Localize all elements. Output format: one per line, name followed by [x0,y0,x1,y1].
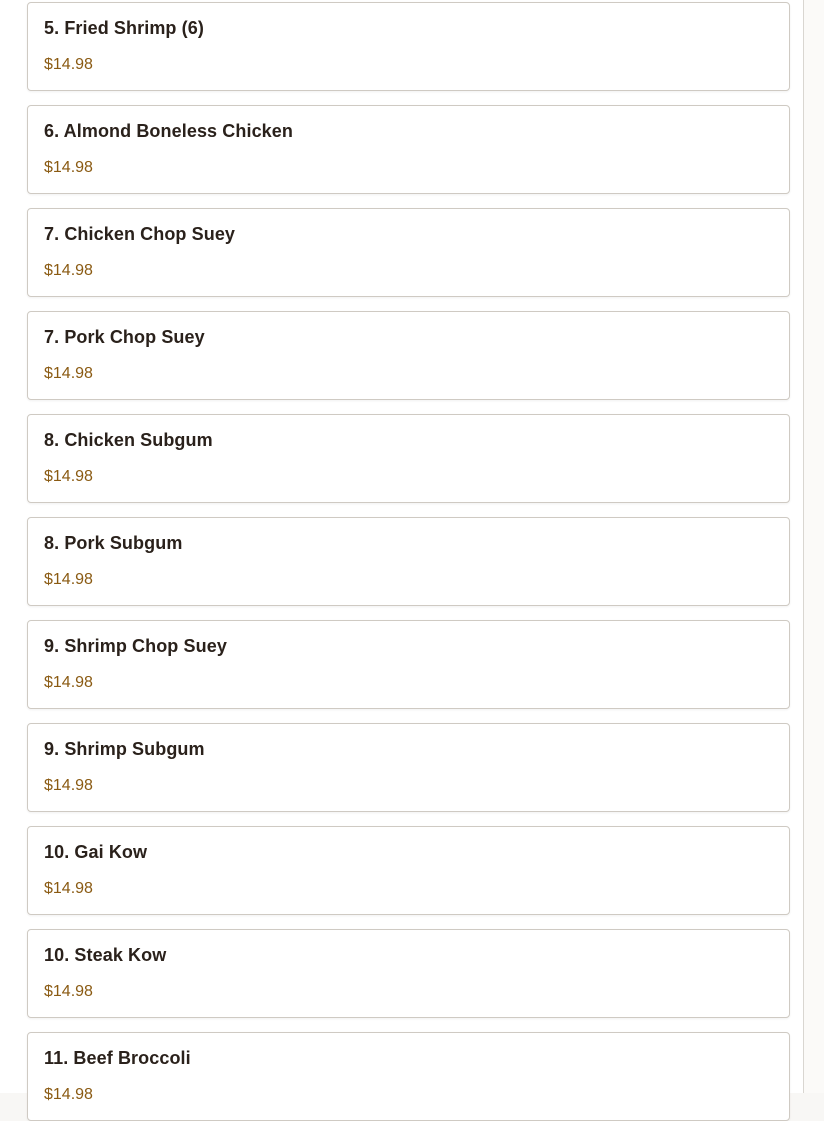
menu-item-name: 9. Shrimp Subgum [44,739,205,759]
page-gutter [804,0,824,1093]
menu-item-price: $14.98 [44,262,93,279]
menu-item-name: 11. Beef Broccoli [44,1048,191,1068]
menu-item-card[interactable] [27,723,790,812]
menu-item-price: $14.98 [44,468,93,485]
menu-item-card[interactable] [27,1032,790,1121]
menu-item-card[interactable] [27,620,790,709]
menu-item-price: $14.98 [44,880,93,897]
menu-item-name: 8. Chicken Subgum [44,430,213,450]
menu-item-card[interactable] [27,2,790,91]
menu-item-card[interactable] [27,517,790,606]
menu-item-name: 7. Chicken Chop Suey [44,224,236,244]
menu-item-price: $14.98 [44,1086,93,1103]
menu-item-name: 7. Pork Chop Suey [44,327,205,347]
menu-item-price: $14.98 [44,159,93,176]
menu-item-price: $14.98 [44,983,93,1000]
menu-item-card[interactable] [27,826,790,915]
menu-item-name: 8. Pork Subgum [44,533,183,553]
menu-item-name: 6. Almond Boneless Chicken [44,121,293,141]
menu-item-name: 10. Gai Kow [44,842,148,862]
menu-item-price: $14.98 [44,365,93,382]
menu-item-name: 9. Shrimp Chop Suey [44,636,227,656]
menu-item-price: $14.98 [44,571,93,588]
menu-item-card[interactable] [27,414,790,503]
menu-item-card[interactable] [27,208,790,297]
menu-item-price: $14.98 [44,777,93,794]
menu-item-name: 10. Steak Kow [44,945,167,965]
menu-item-price: $14.98 [44,674,93,691]
menu-item-card[interactable] [27,929,790,1018]
menu-item-price: $14.98 [44,56,93,73]
menu-item-name: 5. Fried Shrimp (6) [44,18,204,38]
menu-item-card[interactable] [27,311,790,400]
menu-item-card[interactable] [27,105,790,194]
